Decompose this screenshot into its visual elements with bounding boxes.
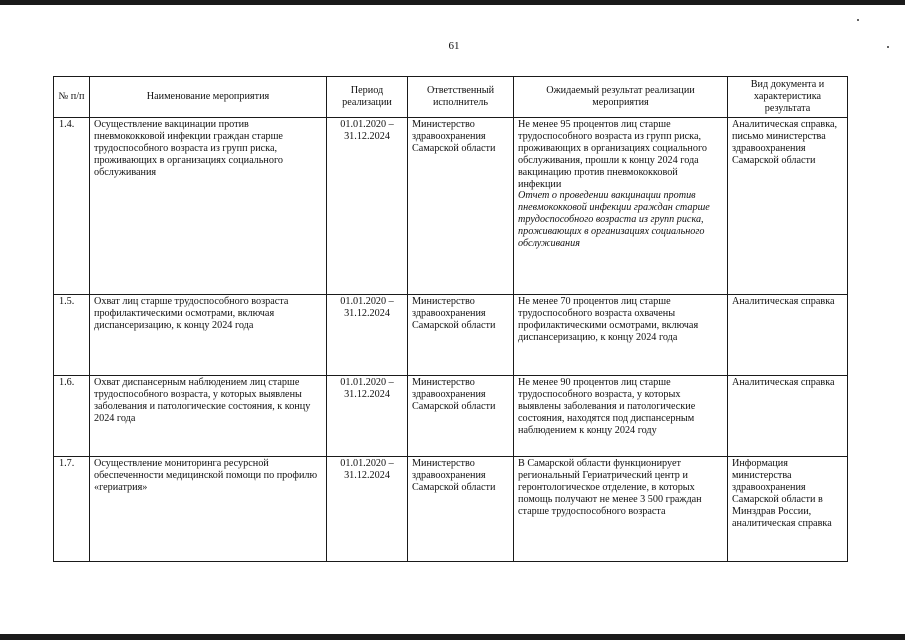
cell-responsible: Министерство здравоохранения Самарской области <box>408 376 514 457</box>
cell-period: 01.01.2020 – 31.12.2024 <box>327 457 408 562</box>
cell-responsible: Министерство здравоохранения Самарской области <box>408 295 514 376</box>
cell-result: Не менее 90 процентов лиц старше трудоспособного возраста, у которых выявлены заболевания и патологические состояния, находятся под диспансерным наблюдением к концу 2024 году <box>514 376 728 457</box>
cell-name: Осуществление вакцинации против пневмококковой инфекции граждан старше трудоспособного возраста из групп риска, проживающих в организациях социального обслуживания <box>90 118 327 295</box>
cell-name: Охват диспансерным наблюдением лиц старше трудоспособного возраста, у которых выявлены заболевания и патологические состояния, к концу 2024 года <box>90 376 327 457</box>
scan-speck <box>887 46 889 48</box>
page-number: 61 <box>448 40 460 52</box>
header-doc: Вид документа и характеристика результата <box>728 77 848 118</box>
cell-num: 1.5. <box>54 295 90 376</box>
cell-num: 1.4. <box>54 118 90 295</box>
header-name: Наименование мероприятия <box>90 77 327 118</box>
table-row <box>54 457 848 562</box>
action-plan-table <box>53 76 848 562</box>
cell-doc: Аналитическая справка <box>728 376 848 457</box>
cell-result: Не менее 70 процентов лиц старше трудоспособного возраста охвачены профилактическими осмотрами, включая диспансеризацию, к концу 2024 года <box>514 295 728 376</box>
cell-period: 01.01.2020 – 31.12.2024 <box>327 376 408 457</box>
scan-speck <box>857 19 859 21</box>
cell-name: Охват лиц старше трудоспособного возраста профилактическими осмотрами, включая диспансеризацию, к концу 2024 года <box>90 295 327 376</box>
cell-period: 01.01.2020 – 31.12.2024 <box>327 295 408 376</box>
cell-result: В Самарской области функционирует региональный Гериатрический центр и геронтологическое отделение, в которых помощь получают не менее 3 500 граждан старше трудоспособного возраста <box>514 457 728 562</box>
cell-period: 01.01.2020 – 31.12.2024 <box>327 118 408 295</box>
cell-responsible: Министерство здравоохранения Самарской области <box>408 118 514 295</box>
scan-bottom-border <box>0 634 905 640</box>
table-row <box>54 376 848 457</box>
result-report-text: Отчет о проведении вакцинации против пневмококковой инфекции граждан старше трудоспособного возраста из групп риска, проживающих в организациях социального обслуживания <box>518 190 710 250</box>
header-num: № п/п <box>54 77 90 118</box>
cell-doc: Аналитическая справка <box>728 295 848 376</box>
cell-doc: Аналитическая справка, письмо министерства здравоохранения Самарской области <box>728 118 848 295</box>
table-header-row <box>54 77 848 118</box>
cell-name: Осуществление мониторинга ресурсной обеспеченности медицинской помощи по профилю «гериатрия» <box>90 457 327 562</box>
header-result: Ожидаемый результат реализации мероприятия <box>514 77 728 118</box>
cell-num: 1.6. <box>54 376 90 457</box>
header-period: Период реализации <box>327 77 408 118</box>
table-row <box>54 118 848 295</box>
scan-top-border <box>0 0 905 5</box>
cell-doc: Информация министерства здравоохранения Самарской области в Минздрав России, аналитическая справка <box>728 457 848 562</box>
result-text: Не менее 95 процентов лиц старше трудоспособного возраста из групп риска, проживающих в организациях социального обслуживания, прошли к концу 2024 года вакцинацию против пневмококковой инфекции <box>518 119 707 190</box>
cell-responsible: Министерство здравоохранения Самарской области <box>408 457 514 562</box>
table-row <box>54 295 848 376</box>
cell-num: 1.7. <box>54 457 90 562</box>
cell-result <box>514 118 728 295</box>
header-responsible: Ответственный исполнитель <box>408 77 514 118</box>
